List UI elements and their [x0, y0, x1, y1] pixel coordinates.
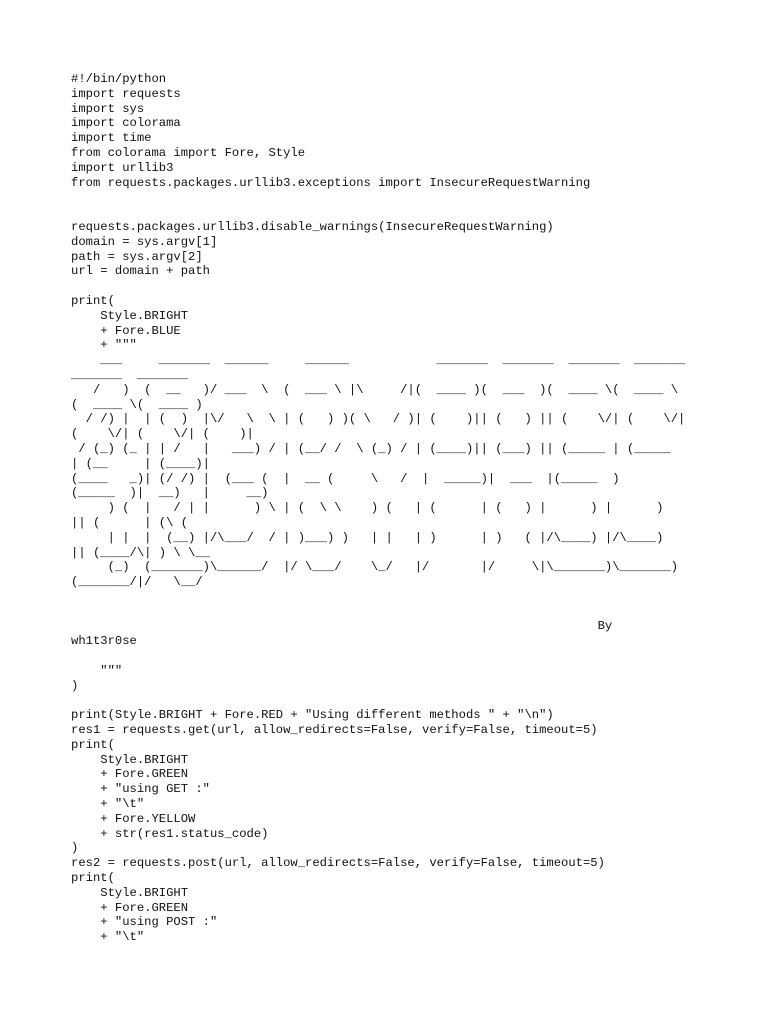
- code-line: import sys: [71, 101, 145, 116]
- code-line: + "using POST :": [71, 915, 218, 930]
- code-line: import urllib3: [71, 160, 174, 175]
- code-line: ) ( | / | | ) \ | ( \ \ ) ( | ( | ( ) | ) | ): [71, 501, 664, 516]
- code-line: print(Style.BRIGHT + Fore.RED + "Using different methods " + "\n"): [71, 708, 554, 723]
- blank-line: [71, 693, 701, 708]
- code-line: res2 = requests.post(url, allow_redirects=False, verify=False, timeout=5): [71, 856, 605, 871]
- code-line: By: [71, 619, 613, 634]
- code-line: """: [71, 663, 123, 678]
- blank-line: [71, 279, 701, 294]
- code-line: | | | (__) |/\___/ / | )___) ) | | | ) | ) ( |/\____) |/\____): [71, 530, 664, 545]
- blank-line: [71, 205, 701, 220]
- code-line: import requests: [71, 86, 181, 101]
- code-line: + Fore.GREEN: [71, 767, 189, 782]
- code-line: (_______/|/ \__/: [71, 575, 203, 590]
- code-line: ): [71, 678, 79, 693]
- code-line: + Fore.YELLOW: [71, 811, 196, 826]
- code-line: url = domain + path: [71, 264, 210, 279]
- code-line: ( \/| ( \/| ( )|: [71, 427, 254, 442]
- code-line: + "using GET :": [71, 782, 210, 797]
- code-line: + str(res1.status_code): [71, 826, 269, 841]
- code-line: from colorama import Fore, Style: [71, 145, 306, 160]
- code-line: wh1t3r0se: [71, 634, 137, 649]
- code-line: print(: [71, 737, 115, 752]
- code-line: Style.BRIGHT: [71, 885, 189, 900]
- code-line: / ) ( __ )/ ___ \ ( ___ \ |\ /|( ____ )( ___ )( ____ \( ____ \: [71, 382, 679, 397]
- blank-line: [71, 590, 701, 605]
- blank-line: [71, 649, 701, 664]
- code-line: import colorama: [71, 116, 181, 131]
- code-line: requests.packages.urllib3.disable_warnings(InsecureRequestWarning): [71, 219, 554, 234]
- code-line: (_) (_______)\______/ |/ \___/ \_/ |/ |/ \|\_______)\_______): [71, 560, 679, 575]
- blank-line: [71, 605, 701, 620]
- code-line: ): [71, 841, 79, 856]
- code-line: + Fore.BLUE: [71, 323, 181, 338]
- code-line: Style.BRIGHT: [71, 752, 189, 767]
- code-line: (_____ )| __) | __): [71, 486, 269, 501]
- code-line: res1 = requests.get(url, allow_redirects=False, verify=False, timeout=5): [71, 723, 598, 738]
- code-line: print(: [71, 871, 115, 886]
- code-line: + "\t": [71, 930, 145, 945]
- code-line: / /) | | ( ) |\/ \ \ | ( ) )( \ / )| ( )|| ( ) || ( \/| ( \/|: [71, 412, 686, 427]
- code-line: from requests.packages.urllib3.exceptions import InsecureRequestWarning: [71, 175, 591, 190]
- code-line: ( ____ \( ____ ): [71, 397, 203, 412]
- code-line: / (_) (_ | | / | ___) / | (__/ / \ (_) / | (____)|| (___) || (_____ | (_____: [71, 441, 671, 456]
- code-line: domain = sys.argv[1]: [71, 234, 218, 249]
- code-line: Style.BRIGHT: [71, 308, 189, 323]
- blank-line: [71, 190, 701, 205]
- code-line: | (__ | (____)|: [71, 456, 210, 471]
- code-line: path = sys.argv[2]: [71, 249, 203, 264]
- code-line: import time: [71, 131, 152, 146]
- code-line: ___ _______ ______ ______ _______ _______ _______ _______: [71, 353, 686, 368]
- code-line: + Fore.GREEN: [71, 900, 189, 915]
- code-line: print(: [71, 293, 115, 308]
- code-line: (____ _)| (/ /) | (___ ( | __ ( \ / | _____)| ___ |(_____ ): [71, 471, 620, 486]
- code-line: _______ _______: [71, 367, 189, 382]
- code-line: || (____/\| ) \ \__: [71, 545, 210, 560]
- code-line: #!/bin/python: [71, 72, 167, 86]
- code-line: || ( | (\ (: [71, 515, 189, 530]
- code-line: + "\t": [71, 797, 145, 812]
- code-line: + """: [71, 338, 137, 353]
- code-listing: [71, 72, 701, 945]
